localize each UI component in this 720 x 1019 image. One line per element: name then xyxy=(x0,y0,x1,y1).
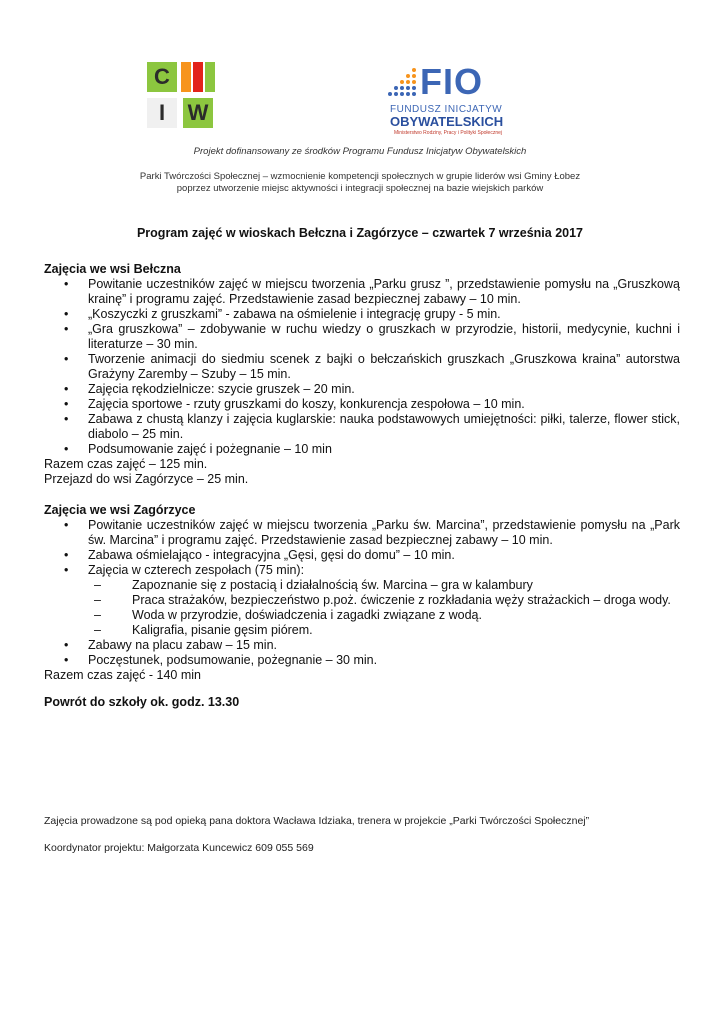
page-title: Program zajęć w wioskach Bełczna i Zagórzyce – czwartek 7 września 2017 xyxy=(136,226,584,240)
sub-list-item: – Praca strażaków, bezpieczeństwo p.poż. ćwiczenie z rozkładania węży strażackich – droga wody. xyxy=(88,593,680,608)
list-item: • Zabawa z chustą klanzy i zajęcia kuglarskie: nauka podstawowych umiejętności: piłki, talerze, flower stick, diabolo – 25 min. xyxy=(44,412,680,442)
return-time: Powrót do szkoły ok. godz. 13.30 xyxy=(44,695,240,709)
fio-wordmark: FIO xyxy=(420,61,483,102)
team-activity-sublist xyxy=(44,578,680,638)
list-item: • Tworzenie animacji do siedmiu scenek z bajki o bełczańskich gruszkach „Gruszkowa kraina” autorstwa Grażyny Zaremby – Szuby – 15 min. xyxy=(44,352,680,382)
zagorzyce-activity-list-continued xyxy=(44,638,680,668)
list-item: • Zabawa ośmielająco - integracyjna „Gęsi, gęsi do domu” – 10 min. xyxy=(44,548,680,563)
list-item: • „Koszyczki z gruszkami” - zabawa na ośmielenie i integrację grupy - 5 min. xyxy=(44,307,680,322)
list-item: • Powitanie uczestników zajęć w miejscu tworzenia „Parku św. Marcina”, przedstawienie pomysłu na „Park św. Marcina” i programu zajęć. Przedstawienie zasad bezpiecznej zabawy – 10 min. xyxy=(44,518,680,548)
ciw-letter-c: C xyxy=(147,62,177,92)
ciw-letter-i: I xyxy=(147,98,177,128)
list-item: • „Gra gruszkowa” – zdobywanie w ruchu wiedzy o gruszkach w przyrodzie, historii, medycynie, kuchni i literaturze – 30 min. xyxy=(44,322,680,352)
section-heading-zagorzyce: Zajęcia we wsi Zagórzyce xyxy=(44,503,196,517)
fio-subtitle-3: Ministerstwo Rodziny, Pracy i Polityki Społecznej xyxy=(394,130,503,136)
fio-subtitle-1: FUNDUSZ INICJATYW xyxy=(390,104,503,115)
list-item: • Zajęcia w czterech zespołach (75 min): xyxy=(44,563,680,578)
fio-logo xyxy=(388,62,528,142)
sub-list-item: – Zapoznanie się z postacią i działalnością św. Marcina – gra w kalambury xyxy=(88,578,680,593)
list-item: • Poczęstunek, podsumowanie, pożegnanie – 30 min. xyxy=(44,653,680,668)
section-heading-belczna: Zajęcia we wsi Bełczna xyxy=(44,262,181,276)
list-item: • Podsumowanie zajęć i pożegnanie – 10 min xyxy=(44,442,680,457)
list-item: • Zajęcia sportowe - rzuty gruszkami do koszy, konkurencja zespołowa – 10 min. xyxy=(44,397,680,412)
coordinator-note: Koordynator projektu: Małgorzata Kuncewicz 609 055 569 xyxy=(44,842,314,854)
funding-note: Projekt dofinansowany ze środków Programu Fundusz Inicjatyw Obywatelskich xyxy=(193,146,527,157)
belczna-total-time: Razem czas zajęć – 125 min. xyxy=(44,457,208,471)
list-item: • Zabawy na placu zabaw – 15 min. xyxy=(44,638,680,653)
project-title-line-1: Parki Twórczości Społecznej – wzmocnienie kompetencji społecznych w grupie liderów wsi Gminy Łobez xyxy=(139,171,581,182)
ciw-letter-w: W xyxy=(183,98,213,128)
zagorzyce-total-time: Razem czas zajęć - 140 min xyxy=(44,668,202,682)
transfer-time: Przejazd do wsi Zagórzyce – 25 min. xyxy=(44,472,249,486)
zagorzyce-activity-list xyxy=(44,518,680,578)
sub-list-item: – Woda w przyrodzie, doświadczenia i zagadki związane z wodą. xyxy=(88,608,680,623)
program-content xyxy=(44,262,680,710)
belczna-activity-list xyxy=(44,277,680,457)
dots-icon xyxy=(388,66,420,102)
list-item: • Powitanie uczestników zajęć w miejscu tworzenia „Parku grusz ”, przedstawienie pomysłu na „Gruszkową krainę” i programu zajęć. Przedstawienie zasad bezpiecznej zabawy – 10 min. xyxy=(44,277,680,307)
flag-stripes-icon xyxy=(181,62,215,92)
ciw-logo xyxy=(147,62,215,130)
supervision-note: Zajęcia prowadzone są pod opieką pana doktora Wacława Idziaka, trenera w projekcie „Parki Twórczości Społecznej” xyxy=(44,815,590,827)
list-item: • Zajęcia rękodzielnicze: szycie gruszek – 20 min. xyxy=(44,382,680,397)
fio-subtitle-2: OBYWATELSKICH xyxy=(390,114,504,129)
project-title-line-2: poprzez utworzenie miejsc aktywności i integracji społecznej na bazie wiejskich parków xyxy=(176,183,544,194)
sub-list-item: – Kaligrafia, pisanie gęsim piórem. xyxy=(88,623,680,638)
